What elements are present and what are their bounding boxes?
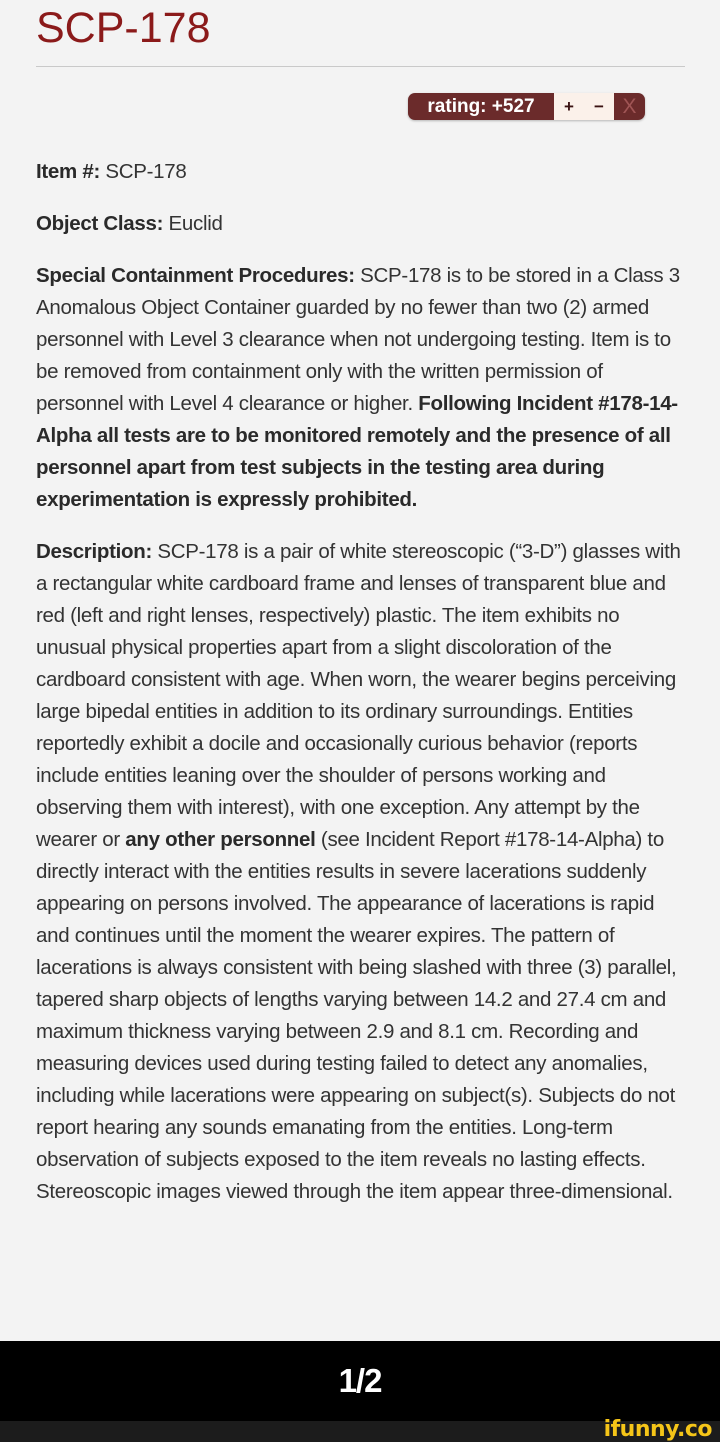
rating-score: rating: +527 [427, 95, 535, 117]
description-text-1: SCP-178 is a pair of white stereoscopic (“3-D”) glasses with a rectangular white cardboard frame and lenses of transparent blue and red (left and right lenses, respectively) plastic. The item exhibits no unusual physical properties apart from a slight discoloration of the cardboard consistent with age. When worn, the wearer begins perceiving large bipedal entities in addition to its ordinary surroundings. Entities reportedly exhibit a docile and occasionally curious behavior (reports include entities leaning over the shoulder of persons working and observing them with interest), with one exception. Any attempt by the wearer or [36, 540, 681, 851]
page-counter-bar [0, 1341, 720, 1421]
containment-text: SCP-178 is to be stored in a Class 3 Anomalous Object Container guarded by no fewer than two (2) armed personnel with Level 3 clearance when not undergoing testing. Item is to be removed from containment only with the written permission of personnel with Level 4 clearance or higher. [36, 264, 680, 415]
cancel-vote-button[interactable]: X [622, 94, 637, 118]
description-text-2: (see Incident Report #178-14-Alpha) to directly interact with the entities results in severe lacerations suddenly appearing on persons involved. The appearance of lacerations is rapid and continues until the moment the wearer expires. The pattern of lacerations is always consistent with being slashed with three (3) parallel, tapered sharp objects of lengths varying between 14.2 and 27.4 cm and maximum thickness varying between 2.9 and 8.1 cm. Recording and measuring devices used during testing failed to detect any anomalies, including while lacerations were appearing on subject(s). Subjects do not report hearing any sounds emanating from the entities. Long-term observation of subjects exposed to the item reveals no lasting effects. Stereoscopic images viewed through the item appear three-dimensional. [36, 828, 677, 1203]
downvote-button[interactable]: − [594, 96, 604, 116]
containment-label: Special Containment Procedures: [36, 264, 355, 287]
vote-buttons [554, 93, 614, 120]
item-number-value: SCP-178 [99, 160, 187, 183]
object-class [36, 208, 686, 240]
ifunny-watermark-logo: ifunny.co [603, 1417, 712, 1442]
item-number-label: Item #: [36, 160, 100, 183]
watermark-bar [0, 1417, 720, 1442]
containment-procedures [36, 260, 686, 516]
item-number [36, 156, 686, 188]
article-body [36, 156, 686, 1208]
containment-bold-text: Following Incident #178-14-Alpha all tests are to be monitored remotely and the presence of all personnel apart from test subjects in the testing area during experimentation is expressly prohibited. [36, 392, 678, 511]
description-label: Description: [36, 540, 152, 563]
page-title: SCP-178 [36, 4, 211, 52]
description [36, 536, 686, 1208]
page-counter: 1/2 [338, 1362, 382, 1399]
object-class-label: Object Class: [36, 212, 164, 235]
title-divider [36, 66, 685, 67]
upvote-button[interactable]: + [564, 96, 574, 116]
description-bold-text: any other personnel [125, 828, 316, 851]
object-class-value: Euclid [163, 212, 223, 235]
rating-widget [408, 93, 645, 120]
